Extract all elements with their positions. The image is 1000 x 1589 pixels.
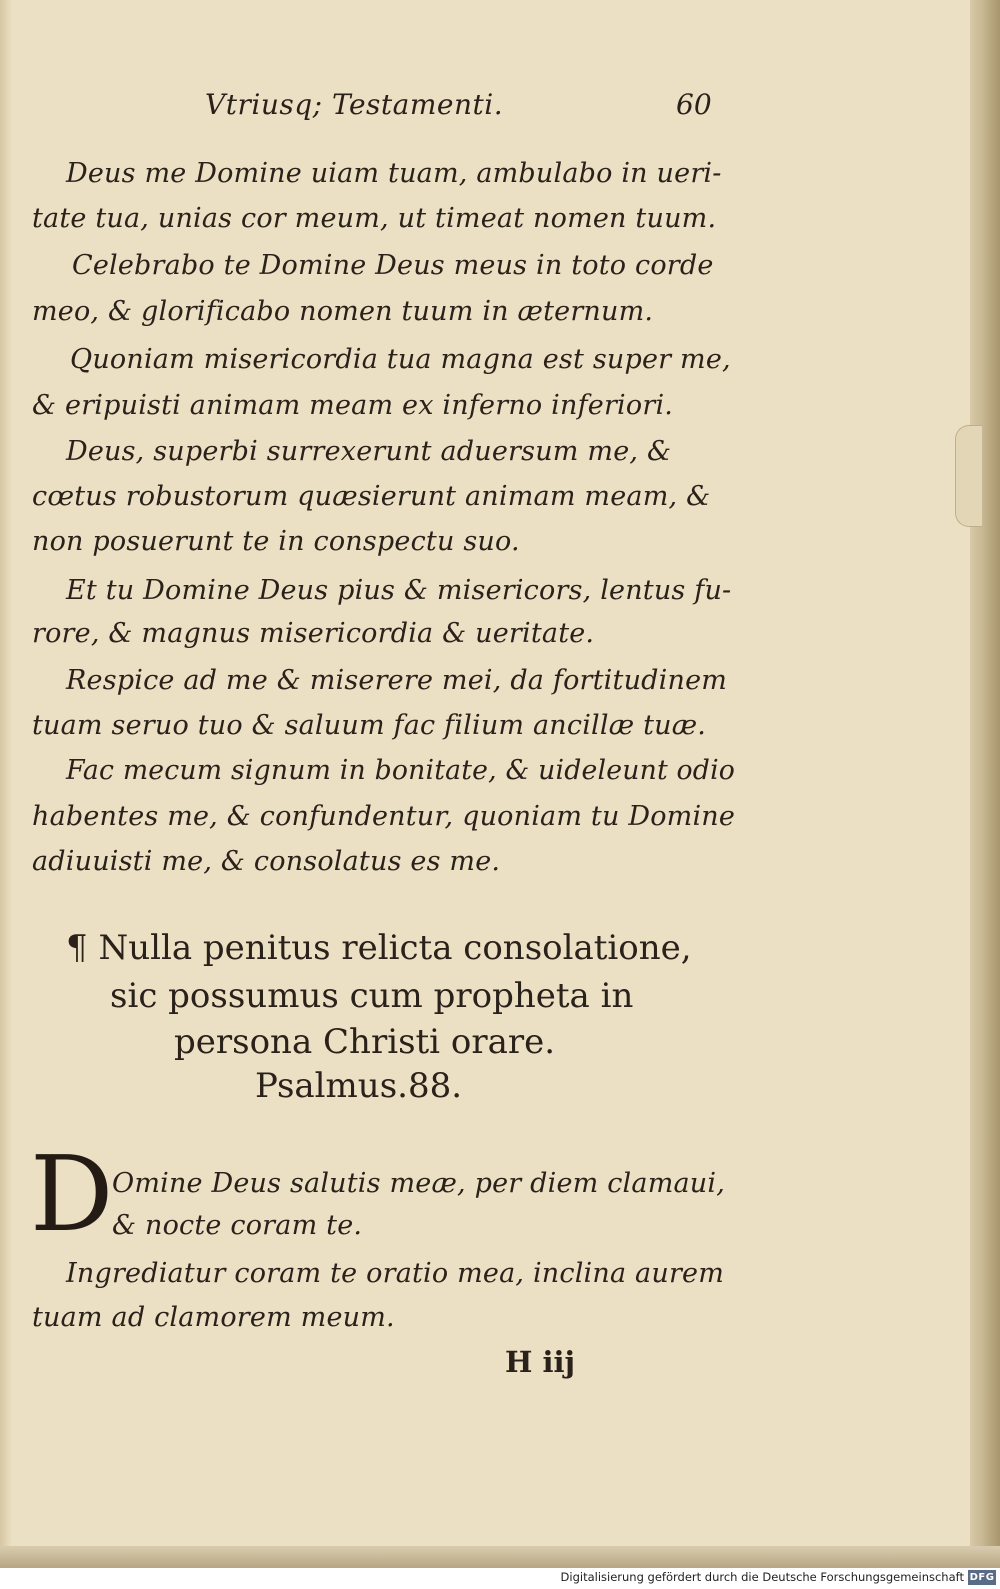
verse-line: habentes me, & confundentur, quoniam tu Domine	[32, 801, 736, 832]
verse-line: tate tua, unias cor meum, ut timeat nomen tuum.	[32, 203, 717, 234]
drop-cap-initial: D	[30, 1133, 114, 1255]
verse-line: Deus, superbi surrexerunt aduersum me, &	[66, 436, 672, 467]
psalm-number: Psalmus.88.	[255, 1066, 463, 1106]
verse-line: rore, & magnus misericordia & ueritate.	[32, 618, 595, 649]
verse-line: adiuuisti me, & consolatus es me.	[32, 846, 501, 877]
verse-line: Respice ad me & miserere mei, da fortitudinem	[66, 665, 728, 696]
running-head: Vtriusq; Testamenti.	[205, 88, 504, 121]
psalm-line: tuam ad clamorem meum.	[32, 1302, 395, 1333]
footer-credit: Digitalisierung gefördert durch die Deutsche Forschungsgemeinschaft	[560, 1570, 964, 1584]
verse-line: non posuerunt te in conspectu suo.	[32, 526, 520, 557]
page-tab-marker	[955, 425, 982, 527]
verse-line: meo, & glorificabo nomen tuum in æternum.	[32, 296, 654, 327]
psalm-line: & nocte coram te.	[112, 1210, 363, 1241]
page-gutter-shadow	[0, 0, 12, 1568]
section-heading-line: sic possumus cum propheta in	[110, 976, 634, 1016]
verse-line: Quoniam misericordia tua magna est super me,	[70, 344, 731, 375]
section-heading-line: persona Christi orare.	[174, 1022, 556, 1062]
verse-line: Fac mecum signum in bonitate, & uideleunt odio	[66, 755, 736, 786]
psalm-line: Ingrediatur coram te oratio mea, inclina aurem	[66, 1258, 725, 1289]
footer-bar	[0, 1568, 1000, 1589]
verse-line: Deus me Domine uiam tuam, ambulabo in ueri-	[66, 158, 722, 189]
verse-line: Et tu Domine Deus pius & misericors, lentus fu-	[66, 575, 732, 606]
verse-line: cœtus robustorum quæsierunt animam meam, &	[32, 481, 711, 512]
signature-mark: H iij	[505, 1345, 576, 1379]
psalm-line: Omine Deus salutis meæ, per diem clamaui,	[112, 1168, 725, 1199]
book-bottom-edge	[0, 1546, 1000, 1568]
verse-line: Celebrabo te Domine Deus meus in toto corde	[72, 250, 714, 281]
dfg-logo: DFG	[969, 1572, 995, 1583]
verse-line: tuam seruo tuo & saluum fac filium ancillæ tuæ.	[32, 710, 707, 741]
book-edge	[970, 0, 1000, 1568]
section-heading-line: ¶ Nulla penitus relicta consolatione,	[66, 928, 692, 968]
folio-number: 60	[676, 88, 712, 121]
verse-line: & eripuisti animam meam ex inferno inferiori.	[32, 390, 674, 421]
